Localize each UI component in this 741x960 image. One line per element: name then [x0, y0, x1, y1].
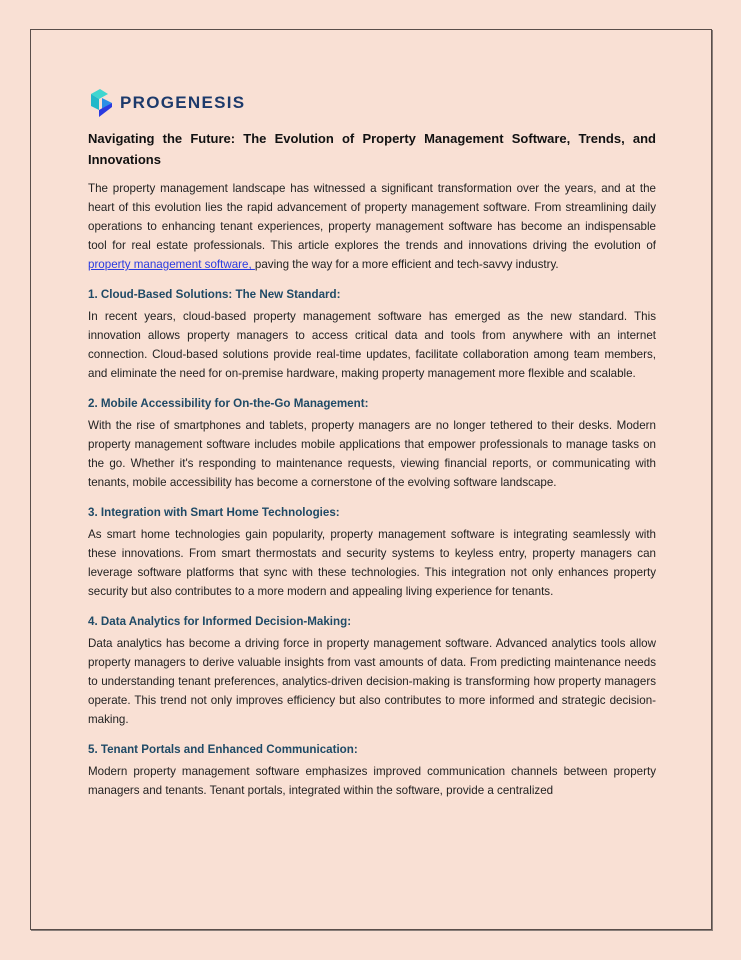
section-body: Modern property management software emphasizes improved communication channels between property managers and tenants. Tenant portals, integrated within the software, provide a centralized — [88, 765, 656, 797]
property-management-software-link[interactable]: property management software, — [88, 258, 255, 271]
intro-paragraph — [88, 179, 656, 274]
progenesis-logo-icon — [88, 88, 116, 118]
section-heading: 2. Mobile Accessibility for On-the-Go Management: — [88, 397, 369, 410]
document-page — [30, 29, 712, 930]
section-heading: 5. Tenant Portals and Enhanced Communication: — [88, 743, 358, 756]
section-heading: 3. Integration with Smart Home Technologies: — [88, 506, 340, 519]
logo-text: PROGENESIS — [120, 93, 246, 112]
section-body: With the rise of smartphones and tablets, property managers are no longer tethered to their desks. Modern property management software includes mobile applications that empower professionals to manage tasks on the go. Whether it's responding to maintenance requests, viewing financial reports, or communicating with tenants, mobile accessibility has become a cornerstone of the evolving software landscape. — [88, 419, 656, 489]
section-heading: 1. Cloud-Based Solutions: The New Standard: — [88, 288, 341, 301]
progenesis-logo — [88, 88, 656, 118]
intro-text: The property management landscape has witnessed a significant transformation over the years, and at the heart of this evolution lies the rapid advancement of property management software. From streamlining daily operations to enhancing tenant experiences, property management software has become an indispensable tool for real estate professionals. This article explores the trends and innovations driving the evolution of — [88, 182, 656, 252]
section-body: As smart home technologies gain popularity, property management software is integrating seamlessly with these innovations. From smart thermostats and security systems to keyless entry, property managers can leverage software platforms that sync with these technologies. This integration not only enhances property security but also contributes to a more modern and appealing living experience for tenants. — [88, 528, 656, 598]
document-content — [88, 88, 656, 800]
section-heading: 4. Data Analytics for Informed Decision-Making: — [88, 615, 352, 628]
article-title: Navigating the Future: The Evolution of Property Management Software, Trends, and Innovations — [88, 131, 656, 167]
section-body: In recent years, cloud-based property management software has emerged as the new standard. This innovation allows property managers to access critical data and tools from anywhere with an internet connection. Cloud-based solutions provide real-time updates, facilitate collaboration among team members, and eliminate the need for on-premise hardware, making property management more flexible and scalable. — [88, 310, 656, 380]
intro-text-end: paving the way for a more efficient and tech-savvy industry. — [254, 258, 559, 271]
section-body: Data analytics has become a driving force in property management software. Advanced analytics tools allow property managers to derive valuable insights from vast amounts of data. From predicting maintenance needs to understanding tenant preferences, analytics-driven decision-making is transforming how property managers operate. This trend not only improves efficiency but also contributes to more informed and strategic decision-making. — [88, 637, 656, 726]
